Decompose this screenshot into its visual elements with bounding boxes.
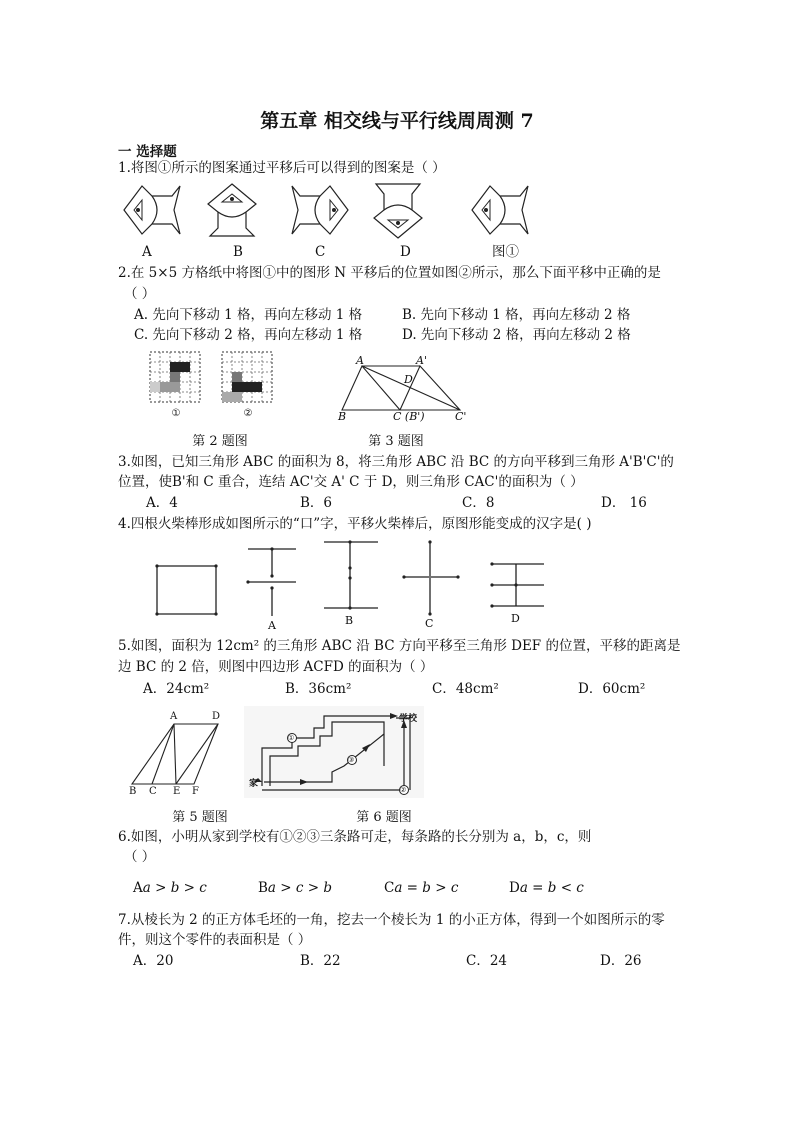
q5-label-c: C bbox=[149, 786, 157, 797]
q4-label-a: A bbox=[268, 619, 276, 632]
q4-label-b: B bbox=[345, 614, 354, 627]
q7-option-d: D．26 bbox=[600, 953, 642, 969]
q5-caption: 第 5 题图 bbox=[172, 810, 228, 825]
q5-stem-line1: 5.如图，面积为 12cm² 的三角形 ABC 沿 BC 方向平移至三角形 DEF 的位置，平移的距离是 bbox=[118, 638, 681, 654]
q3-option-a: A．4 bbox=[146, 495, 178, 511]
q4-figure-c bbox=[400, 540, 462, 616]
q1-label-c: C bbox=[315, 244, 326, 260]
q1-label-d: D bbox=[400, 244, 411, 260]
q3-option-d: D． 16 bbox=[601, 495, 647, 511]
q2-grid-figure-2 bbox=[222, 352, 274, 404]
q5-label-a: A bbox=[170, 711, 178, 722]
q6-option-a bbox=[133, 878, 207, 898]
q2-option-c: C. 先向下移动 2 格，再向左移动 1 格 bbox=[134, 327, 363, 343]
q6-caption: 第 6 题图 bbox=[356, 810, 412, 825]
q2-fig-label-2: ② bbox=[243, 408, 253, 419]
q3-option-b: B．6 bbox=[300, 495, 333, 511]
q1-figure-original bbox=[470, 182, 532, 238]
q2-option-b: B. 先向下移动 1 格，再向左移动 2 格 bbox=[402, 307, 631, 323]
q7-option-c: C．24 bbox=[466, 953, 508, 969]
q1-figure-c bbox=[288, 182, 350, 238]
q6-label-home: 家 bbox=[249, 779, 259, 789]
q5-label-b: B bbox=[129, 786, 137, 797]
q5-label-d: D bbox=[212, 711, 221, 722]
q6-option-b bbox=[258, 878, 332, 898]
q3-label-c-bprime: C (B') bbox=[393, 410, 425, 423]
section-heading: 一 选择题 bbox=[118, 144, 177, 160]
page-title: 第五章 相交线与平行线周周测 7 bbox=[260, 110, 534, 132]
q2-stem-line1: 2.在 5×5 方格纸中将图①中的图形 N 平移后的位置如图②所示，那么下面平移中正确的是 bbox=[118, 265, 661, 281]
q5-option-d: D．60cm² bbox=[578, 681, 646, 697]
q6-option-c-expr: a = b > c bbox=[394, 880, 459, 896]
q6-option-a-letter: A bbox=[133, 880, 143, 896]
q6-option-a-expr: a > b > c bbox=[142, 880, 207, 896]
q3-label-a: A bbox=[356, 354, 364, 367]
q7-option-a: A．20 bbox=[133, 953, 174, 969]
q4-figure-b bbox=[320, 538, 382, 612]
q3-triangle-figure bbox=[338, 362, 468, 414]
q4-label-c: C bbox=[425, 617, 434, 630]
q6-stem-line1: 6.如图，小明从家到学校有①②③三条路可走，每条路的长分别为 a，b，c，则 bbox=[118, 829, 592, 845]
q4-figure-a bbox=[244, 544, 300, 618]
q7-option-b: B．22 bbox=[300, 953, 341, 969]
q1-label-original: 图① bbox=[492, 244, 519, 260]
q5-option-a: A．24cm² bbox=[143, 681, 210, 697]
q7-stem-line2: 件，则这个零件的表面积是（ ） bbox=[118, 932, 312, 948]
q3-label-d: D bbox=[404, 373, 413, 386]
q1-stem: 1.将图①所示的图案通过平移后可以得到的图案是（ ） bbox=[118, 160, 446, 176]
q6-route-map-figure bbox=[244, 706, 424, 798]
q3-stem-line1: 3.如图，已知三角形 ABC 的面积为 8，将三角形 ABC 沿 BC 的方向平移到三角形 A'B'C'的 bbox=[118, 454, 674, 470]
q3-label-b: B bbox=[338, 410, 347, 423]
q3-caption: 第 3 题图 bbox=[368, 434, 424, 449]
q4-stem: 4.四根火柴棒形成如图所示的“口”字，平移火柴棒后，原图形能变成的汉字是( ) bbox=[118, 516, 592, 532]
q5-stem-line2: 边 BC 的 2 倍，则图中四边形 ACFD 的面积为（ ） bbox=[118, 659, 434, 675]
q5-parallelogram-figure bbox=[128, 722, 228, 786]
q1-label-b: B bbox=[233, 244, 243, 260]
q3-label-a-prime: A' bbox=[416, 354, 427, 367]
q6-option-d-expr: a = b < c bbox=[519, 880, 584, 896]
q1-figure-a bbox=[122, 182, 184, 238]
q5-label-f: F bbox=[192, 786, 199, 797]
q6-option-c-letter: C bbox=[384, 880, 395, 896]
q6-label-route-1: ① bbox=[288, 734, 295, 742]
q4-figure-d bbox=[488, 560, 548, 610]
q6-label-route-3: ③ bbox=[348, 756, 355, 764]
q1-label-a: A bbox=[142, 244, 152, 260]
q4-label-d: D bbox=[511, 612, 520, 625]
q2-option-a: A. 先向下移动 1 格，再向左移动 1 格 bbox=[134, 307, 363, 323]
q3-stem-line2: 位置，使B'和 C 重合，连结 AC'交 A' C 于 D，则三角形 CAC'的面积为（ ） bbox=[118, 474, 584, 490]
q7-stem-line1: 7.从棱长为 2 的正方体毛坯的一角，挖去一个棱长为 1 的小正方体，得到一个如图所示的零 bbox=[118, 912, 665, 928]
q6-option-b-expr: a > c > b bbox=[267, 880, 332, 896]
q2-grid-figure-1 bbox=[150, 352, 202, 404]
q6-option-c bbox=[384, 878, 458, 898]
q6-option-d-letter: D bbox=[509, 880, 520, 896]
q6-stem-line2: （ ） bbox=[124, 849, 156, 865]
q2-fig-label-1: ① bbox=[171, 408, 181, 419]
q3-option-c: C．8 bbox=[462, 495, 495, 511]
q4-figure-original bbox=[154, 563, 220, 617]
q1-figure-d bbox=[370, 180, 426, 240]
q3-label-c-prime: C' bbox=[455, 410, 467, 423]
q6-option-d bbox=[509, 878, 584, 898]
q5-label-e: E bbox=[173, 786, 181, 797]
q2-option-d: D. 先向下移动 2 格，再向左移动 2 格 bbox=[402, 327, 631, 343]
q5-option-b: B．36cm² bbox=[285, 681, 352, 697]
q6-label-school: 学校 bbox=[399, 714, 418, 724]
q5-option-c: C．48cm² bbox=[432, 681, 499, 697]
q1-figure-b bbox=[204, 182, 260, 240]
q2-caption: 第 2 题图 bbox=[192, 434, 248, 449]
q6-option-b-letter: B bbox=[258, 880, 268, 896]
q6-label-route-2: ② bbox=[400, 786, 407, 794]
q2-stem-line2: （ ） bbox=[124, 286, 156, 302]
